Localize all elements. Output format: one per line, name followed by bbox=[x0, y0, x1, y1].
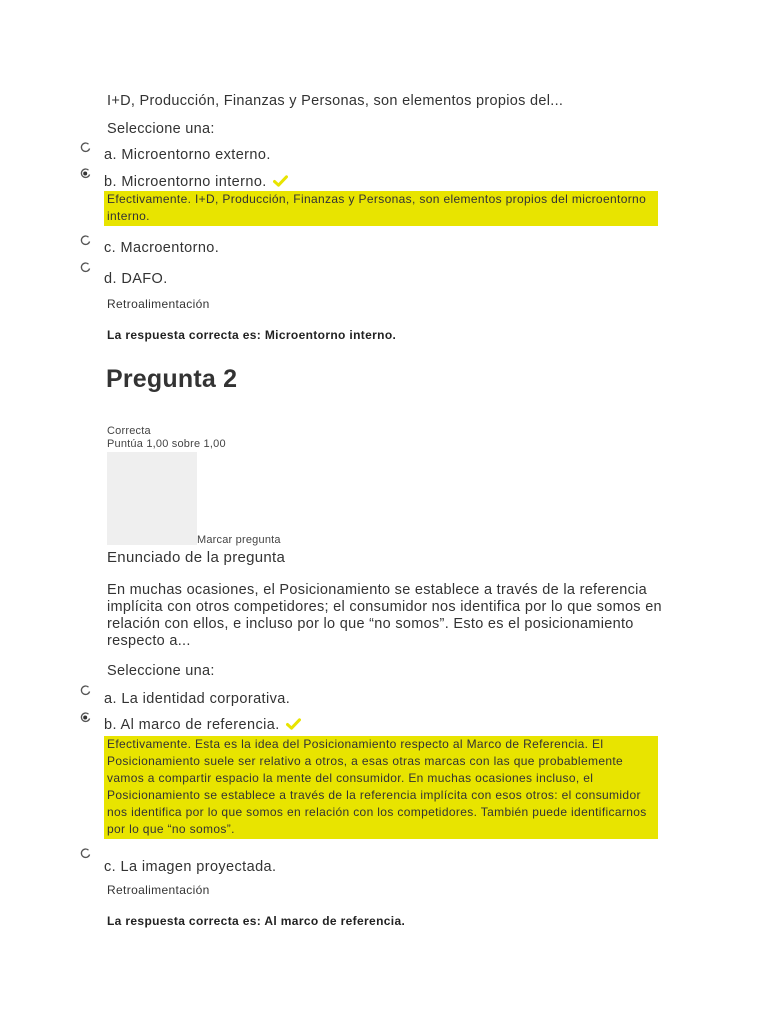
flag-question-label[interactable]: Marcar pregunta bbox=[197, 534, 281, 546]
question-2-feedback-label: Retroalimentación bbox=[107, 883, 210, 897]
radio-selected-icon[interactable] bbox=[80, 712, 91, 723]
radio-unselected-icon[interactable] bbox=[80, 262, 91, 273]
question-2-select-label: Seleccione una: bbox=[107, 663, 215, 679]
question-1-select-label: Seleccione una: bbox=[107, 121, 215, 137]
question-1-option-d[interactable] bbox=[104, 271, 168, 288]
flag-question-box[interactable] bbox=[107, 452, 197, 545]
question-2-option-a[interactable] bbox=[104, 691, 290, 708]
question-2-option-b[interactable] bbox=[104, 717, 301, 734]
radio-unselected-icon[interactable] bbox=[80, 235, 91, 246]
question-2-score: Puntúa 1,00 sobre 1,00 bbox=[107, 438, 226, 450]
checkmark-icon bbox=[273, 175, 288, 187]
option-label: a. La identidad corporativa. bbox=[104, 691, 291, 707]
question-2-feedback: Efectivamente. Esta es la idea del Posicionamiento respecto al Marco de Referencia. El Posicionamiento suele ser relativo a otros, a esas otras marcas con las que probablemente vamos a compartir espacio la mente del consumidor. En muchas ocasiones incluso, el Posicionamiento se establece a través de la referencia implícita con esos otros: el consumidor nos identifica por lo que somos en relación con los competidores. También puede identificarnos por lo que “no somos”. bbox=[104, 736, 658, 839]
question-2-statement-label: Enunciado de la pregunta bbox=[107, 549, 286, 566]
question-2-status: Correcta bbox=[107, 425, 151, 437]
checkmark-icon bbox=[286, 718, 301, 730]
option-label: b. Microentorno interno. bbox=[104, 174, 267, 190]
question-2-text: En muchas ocasiones, el Posicionamiento se establece a través de la referencia implícita con otros competidores; el consumidor nos identifica por lo que somos en relación con ellos, e incluso por lo que “no somos”. Esto es el posicionamiento respecto a... bbox=[107, 582, 662, 649]
radio-selected-icon[interactable] bbox=[80, 168, 91, 179]
question-1-option-c[interactable] bbox=[104, 240, 219, 257]
radio-unselected-icon[interactable] bbox=[80, 142, 91, 153]
option-label: b. Al marco de referencia. bbox=[104, 717, 280, 733]
question-1-feedback-label: Retroalimentación bbox=[107, 297, 210, 311]
option-label: c. Macroentorno. bbox=[104, 240, 220, 256]
question-2-correct-answer: La respuesta correcta es: Al marco de referencia. bbox=[107, 914, 406, 928]
question-2-option-c[interactable] bbox=[104, 859, 276, 876]
question-2-heading: Pregunta 2 bbox=[106, 365, 238, 393]
question-1-option-a[interactable] bbox=[104, 147, 271, 164]
question-1-text: I+D, Producción, Finanzas y Personas, son elementos propios del... bbox=[107, 93, 564, 109]
option-label: a. Microentorno externo. bbox=[104, 147, 271, 163]
question-1-feedback: Efectivamente. I+D, Producción, Finanzas y Personas, son elementos propios del microentorno interno. bbox=[104, 191, 658, 226]
question-1-option-b[interactable] bbox=[104, 174, 288, 191]
question-1-correct-answer: La respuesta correcta es: Microentorno interno. bbox=[107, 328, 397, 342]
radio-unselected-icon[interactable] bbox=[80, 848, 91, 859]
option-label: c. La imagen proyectada. bbox=[104, 859, 277, 875]
radio-unselected-icon[interactable] bbox=[80, 685, 91, 696]
option-label: d. DAFO. bbox=[104, 271, 168, 287]
